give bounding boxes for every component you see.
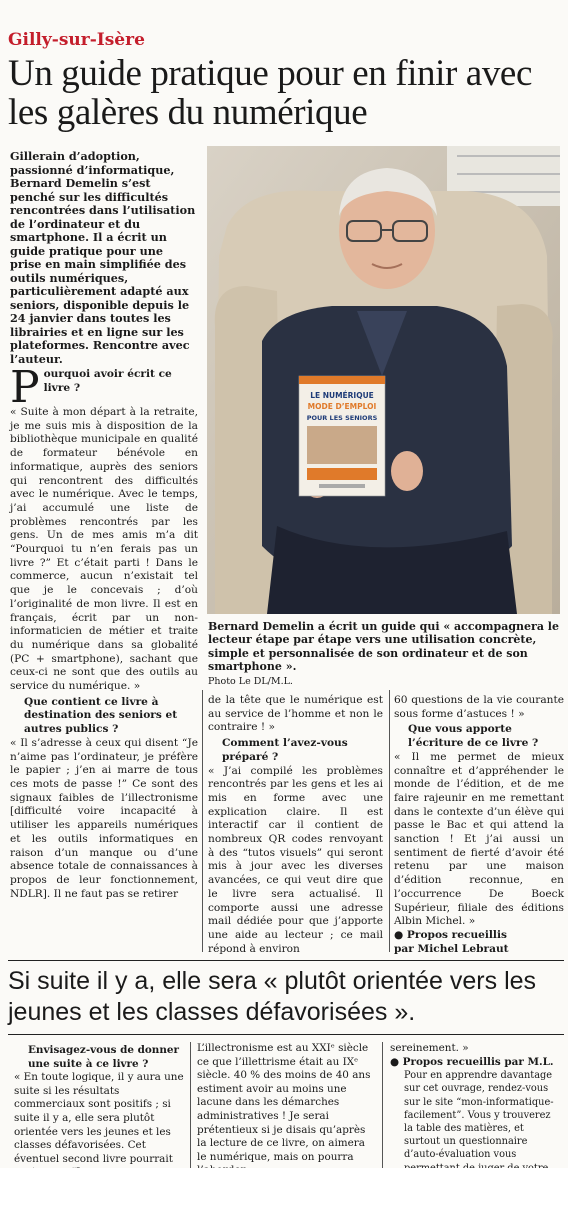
column-2 (208, 694, 383, 956)
answer-2-continued: de la tête que le numérique est au service de l’homme et non le contraire ! » (208, 694, 383, 734)
column-divider (389, 690, 390, 952)
book-title-line3: POUR LES SENIORS (306, 414, 378, 422)
question-2: Que contient ce livre à destination des seniors et autres publics ? (24, 695, 178, 736)
answer-2: « Il s’adresse à ceux qui disent “Je n’aime pas l’ordinateur, je préfère le papier ; j’en ai marre de tous ces mots de passe !” Ce sont des signaux faibles de l’illectronisme [difficulté voire incapacité à utiliser les appareils numériques et les outils informatiques en raison d’un manque ou d’une absence totale de connaissances à propos de leur fonctionnement, NDLR]. Il ne faut pas se retirer (10, 736, 198, 900)
answer-3-continued: 60 questions de la vie courante sous forme d’astuces ! » (394, 694, 564, 720)
byline-short: ● Propos recueillis par M.L. (390, 1055, 554, 1068)
answer-1: « Suite à mon départ à la retraite, je me suis mis à disposition de la bibliothèque municipale en qualité de formateur bénévole en informatique, auprès des seniors qui rencontrent des difficultés avec le numérique. Avec le temps, j’ai accumulé une liste de problèmes rencontrés par les gens. Un de mes amis m’a dit “Pourquoi tu n’en ferais pas un livre ?” Et c’était parti ! Dans le commerce, aucun n’existait tel que je le concevais ; d’où l’originalité de mon livre. Il est en français, écrit par un non-informaticien de métier et traite du numérique dans sa globalité (PC + smartphone), sachant que ceux-ci ne sont que des outils au service du numérique. » (10, 406, 198, 693)
photo-credit: Photo Le DL/M.L. (208, 675, 293, 687)
question-1: ourquoi avoir écrit ce livre ? (43, 368, 172, 394)
caption-text: Bernard Demelin a écrit un guide qui « accompagnera le lecteur étape par étape vers une utilisation concrète, simple et personnalisée de son ordinateur et de son smartphone ». (208, 620, 559, 674)
question-5: Envisagez-vous de donner une suite à ce livre ? (28, 1044, 180, 1070)
column-1 (10, 362, 198, 901)
column-3 (394, 694, 564, 956)
column-divider (190, 1042, 191, 1168)
column-divider (202, 690, 203, 952)
bottom-column-3 (390, 1042, 562, 1168)
page-bottom-margin (0, 1168, 568, 1216)
drop-cap: P (10, 362, 40, 413)
book-title-line1: LE NUMÉRIQUE (310, 391, 374, 400)
answer-5: « En toute logique, il y aura une suite si les résultats commerciaux sont positifs ; si suite il y a, elle sera plutôt orientée vers les jeunes et les classes défavorisées. Cet éventuel second livre pourrait (14, 1071, 184, 1165)
question-3: Comment l’avez-vous préparé ? (222, 737, 348, 763)
book-title-line2: MODE D’EMPLOI (307, 402, 377, 411)
photo-caption (208, 620, 562, 688)
answer-4: « Il me permet de mieux connaître et d’appréhender le monde de l’édition, et de me faire rajeunir en me remettant dans le contexte d’un élève qui passe le Bac et qui attend la sanction ! Et j’ai aussi un sentiment de fierté d’avoir été retenu par une maison d’édition reconnue, en l’occurrence De Boeck Supérieur, filiale des éditions Albin Michel. » (394, 750, 564, 928)
kicker: Gilly-sur-Isère (8, 30, 145, 50)
byline-line2: par Michel Lebraut (394, 942, 509, 955)
headline: Un guide pratique pour en finir avec les galères du numérique (8, 53, 532, 133)
photo-illustration (207, 146, 560, 614)
pull-quote-rule-top (8, 960, 564, 961)
answer-5-end: sereinement. » (390, 1042, 469, 1054)
bottom-column-2 (197, 1042, 372, 1168)
pull-quote-rule-bottom (8, 1034, 564, 1035)
lead-paragraph: Gillerain d’adoption, passionné d’informatique, Bernard Demelin s’est penché sur les difficultés rencontrées dans l’utilisation de l’ordinateur et du smartphone. Il a écrit un guide pratique pour une prise en main simplifiée des outils numériques, particulièrement adapté aux seniors, disponible depuis le 24 janvier dans toutes les librairies et en ligne sur les plateformes. Rencontre avec l’auteur. (10, 149, 196, 366)
answer-5-continued: L’illectronisme est au XXIᵉ siècle ce que l’illettrisme était au IXᵉ siècle. 40 % des moins de 40 ans estiment avoir au moins une lacune dans les démarches administratives ! Je serai prétentieux si je disais qu’après la lecture de ce livre, on aimera le numérique, mais on pourra (197, 1042, 371, 1163)
answer-3: « J’ai compilé les problèmes rencontrés par les gens et les ai mis en forme avec une explication claire. Il est interactif car il contient de nombreux QR codes renvoyant à des “tutos visuels” qui seront mis à jour avec les diverses avancées, ce qui veut dire que le livre sera actualisé. Il comporte aussi une adresse mail dédiée pour que j’apporte une aide au lecteur ; ce mail répond à environ (208, 764, 383, 955)
column-divider (382, 1042, 383, 1168)
bottom-column-1 (14, 1042, 184, 1168)
info-box: Pour en apprendre davantage sur cet ouvrage, rendez-vous sur le site “mon-informatique-facilement”. Vous y trouverez la table des matières, et surtout un questionnaire d’auto-évaluation vous (404, 1070, 554, 1161)
byline-line1: ● Propos recueillis (394, 928, 507, 941)
question-4: Que vous apporte l’écriture de ce livre ? (408, 723, 539, 750)
author-photo (207, 146, 560, 614)
pull-quote: Si suite il y a, elle sera « plutôt orientée vers les jeunes et les classes défavorisées ». (8, 967, 537, 1026)
